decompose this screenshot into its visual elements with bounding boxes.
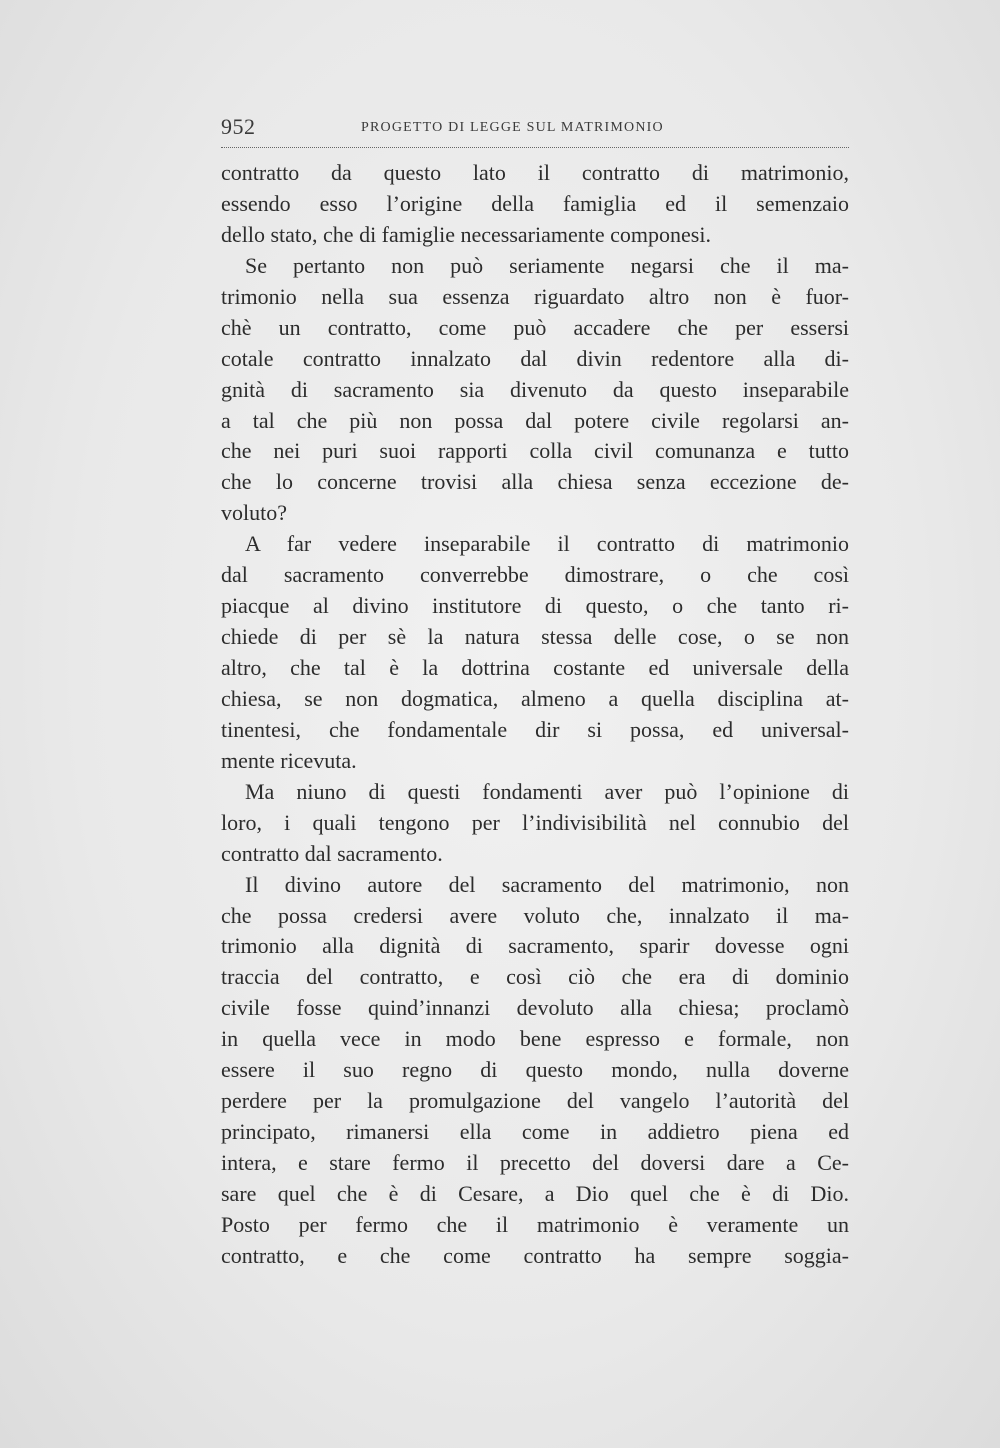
page-header (221, 114, 849, 144)
text-line: dello stato, che di famiglie necessariamente componesi. (221, 221, 711, 247)
text-line: cotale contratto innalzato dal divin redentore alla di- (221, 345, 849, 371)
header-rule (221, 147, 849, 148)
text-line: essendo esso l’origine della famiglia ed il semenzaio (221, 190, 849, 216)
text-line: piacque al divino institutore di questo, o che tanto ri- (221, 593, 849, 619)
text-line: contratto dal sacramento. (221, 840, 443, 866)
text-line: che nei puri suoi rapporti colla civil comunanza e tutto (221, 438, 849, 464)
text-line: contratto, e che come contratto ha sempre soggia- (221, 1242, 849, 1268)
text-line: che lo concerne trovisi alla chiesa senza eccezione de- (221, 469, 849, 495)
text-line: loro, i quali tengono per l’indivisibilità nel connubio del (221, 809, 849, 835)
text-line: tinentesi, che fondamentale dir si possa, ed universal- (221, 716, 849, 742)
text-line: contratto da questo lato il contratto di matrimonio, (221, 160, 849, 185)
text-line: perdere per la promulgazione del vangelo l’autorità del (221, 1088, 849, 1114)
text-line: gnità di sacramento sia divenuto da questo inseparabile (221, 376, 849, 402)
text-line: in quella vece in modo bene espresso e formale, non (221, 1026, 849, 1052)
text-line: civile fosse quind’innanzi devoluto alla chiesa; proclamò (221, 995, 849, 1021)
text-line: voluto? (221, 500, 287, 526)
text-line: traccia del contratto, e così ciò che era di dominio (221, 964, 849, 990)
text-line: mente ricevuta. (221, 747, 357, 773)
text-line: Posto per fermo che il matrimonio è veramente un (221, 1211, 849, 1237)
text-line: intera, e stare fermo il precetto del doversi dare a Ce- (221, 1150, 849, 1175)
text-line: A far vedere inseparabile il contratto di matrimonio (245, 531, 849, 557)
page-number: 952 (221, 114, 256, 139)
text-line: chiesa, se non dogmatica, almeno a quella disciplina at- (221, 685, 849, 711)
running-head: PROGETTO DI LEGGE SUL MATRIMONIO (361, 120, 664, 135)
text-line: Ma niuno di questi fondamenti aver può l’opinione di (245, 778, 849, 804)
text-line: chiede di per sè la natura stessa delle cose, o se non (221, 624, 849, 650)
text-line: chè un contratto, come può accadere che per essersi (221, 314, 849, 340)
text-line: trimonio nella sua essenza riguardato altro non è fuor- (221, 283, 849, 309)
body-text (221, 158, 849, 1272)
text-line: sare quel che è di Cesare, a Dio quel che è di Dio. (221, 1180, 849, 1206)
text-line: principato, rimanersi ella come in addietro piena ed (221, 1119, 849, 1145)
text-line: altro, che tal è la dottrina costante ed universale della (221, 655, 849, 680)
text-line: Il divino autore del sacramento del matrimonio, non (245, 871, 849, 897)
text-line: Se pertanto non può seriamente negarsi che il ma- (245, 252, 849, 278)
text-line: che possa credersi avere voluto che, innalzato il ma- (221, 902, 849, 928)
text-line: dal sacramento converrebbe dimostrare, o che così (221, 562, 849, 588)
text-line: essere il suo regno di questo mondo, nulla doverne (221, 1057, 849, 1083)
text-line: trimonio alla dignità di sacramento, sparir dovesse ogni (221, 933, 849, 959)
text-line: a tal che più non possa dal potere civile regolarsi an- (221, 407, 849, 433)
